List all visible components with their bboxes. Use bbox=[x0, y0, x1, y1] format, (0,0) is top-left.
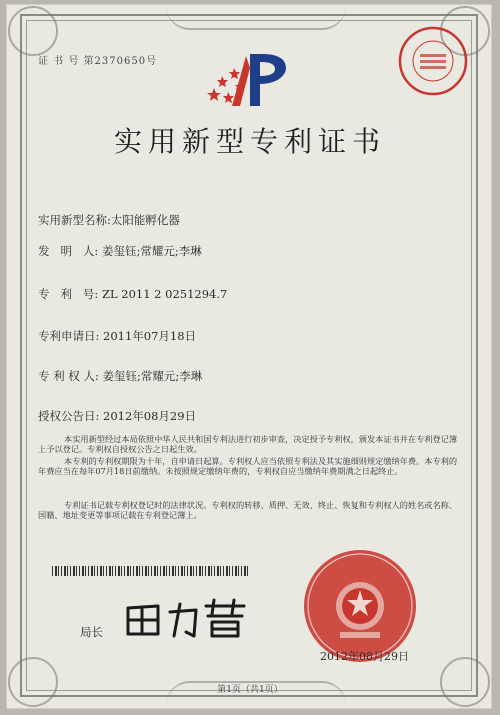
body-text: 本实用新型经过本局依照中华人民共和国专利法进行初步审查，决定授予专利权，颁发本证书并在专利登记簿上予以登记。专利权自授权公告之日起生效。 bbox=[38, 434, 458, 454]
corner-ornament bbox=[8, 6, 58, 56]
grant-date-row bbox=[38, 408, 196, 424]
top-red-seal-icon bbox=[396, 24, 470, 98]
grant-date-label: 授权公告日: bbox=[38, 409, 100, 423]
patent-office-logo-icon bbox=[206, 48, 296, 110]
application-date-value: 2011年07月18日 bbox=[103, 329, 197, 343]
director-signature-icon bbox=[122, 596, 252, 640]
body-paragraph-3 bbox=[38, 500, 458, 520]
body-text: 本专利的专利权期限为十年，自申请日起算。专利权人应当依照专利法及其实施细则规定缴纳年费。本专利的年费应当在每年07月18日前缴纳。未按照规定缴纳年费的，专利权自应当缴纳年费期满之日起终止。 bbox=[38, 456, 458, 476]
page-number: 第1页（共1页） bbox=[217, 685, 283, 695]
grant-date-value: 2012年08月29日 bbox=[103, 409, 197, 423]
utility-model-name-label: 实用新型名称: bbox=[38, 213, 111, 227]
utility-model-name-row bbox=[38, 212, 180, 228]
patentee-value: 姜玺钰;常耀元;李琳 bbox=[102, 369, 203, 383]
barcode bbox=[52, 566, 248, 576]
patentee-label: 专 利 权 人: bbox=[38, 369, 99, 383]
chief-label: 局长 bbox=[80, 625, 103, 639]
body-paragraph-2 bbox=[38, 456, 458, 476]
patent-number-value: ZL 2011 2 0251294.7 bbox=[101, 287, 228, 301]
patent-number-label: 专 利 号: bbox=[38, 287, 99, 301]
certificate-number: 证 书 号 第2370650号 bbox=[38, 56, 158, 67]
inventor-value: 姜玺钰;常耀元;李琳 bbox=[101, 244, 202, 258]
inventor-label: 发 明 人: bbox=[38, 244, 99, 258]
patent-number-row bbox=[38, 286, 227, 302]
patentee-row bbox=[38, 368, 202, 384]
top-ornament bbox=[166, 6, 346, 30]
application-date-label: 专利申请日: bbox=[38, 329, 100, 343]
body-text: 专利证书记载专利权登记时的法律状况。专利权的转移、质押、无效、终止、恢复和专利权人的姓名或名称、国籍、地址变更等事项记载在专利登记簿上。 bbox=[38, 500, 458, 520]
application-date-row bbox=[38, 328, 196, 344]
body-paragraph-1 bbox=[38, 434, 458, 454]
certificate-title: 实用新型专利证书 bbox=[113, 125, 386, 158]
utility-model-name-value: 太阳能孵化器 bbox=[110, 213, 180, 227]
inventor-row bbox=[38, 243, 202, 259]
issue-date: 2012年08月29日 bbox=[320, 650, 409, 663]
